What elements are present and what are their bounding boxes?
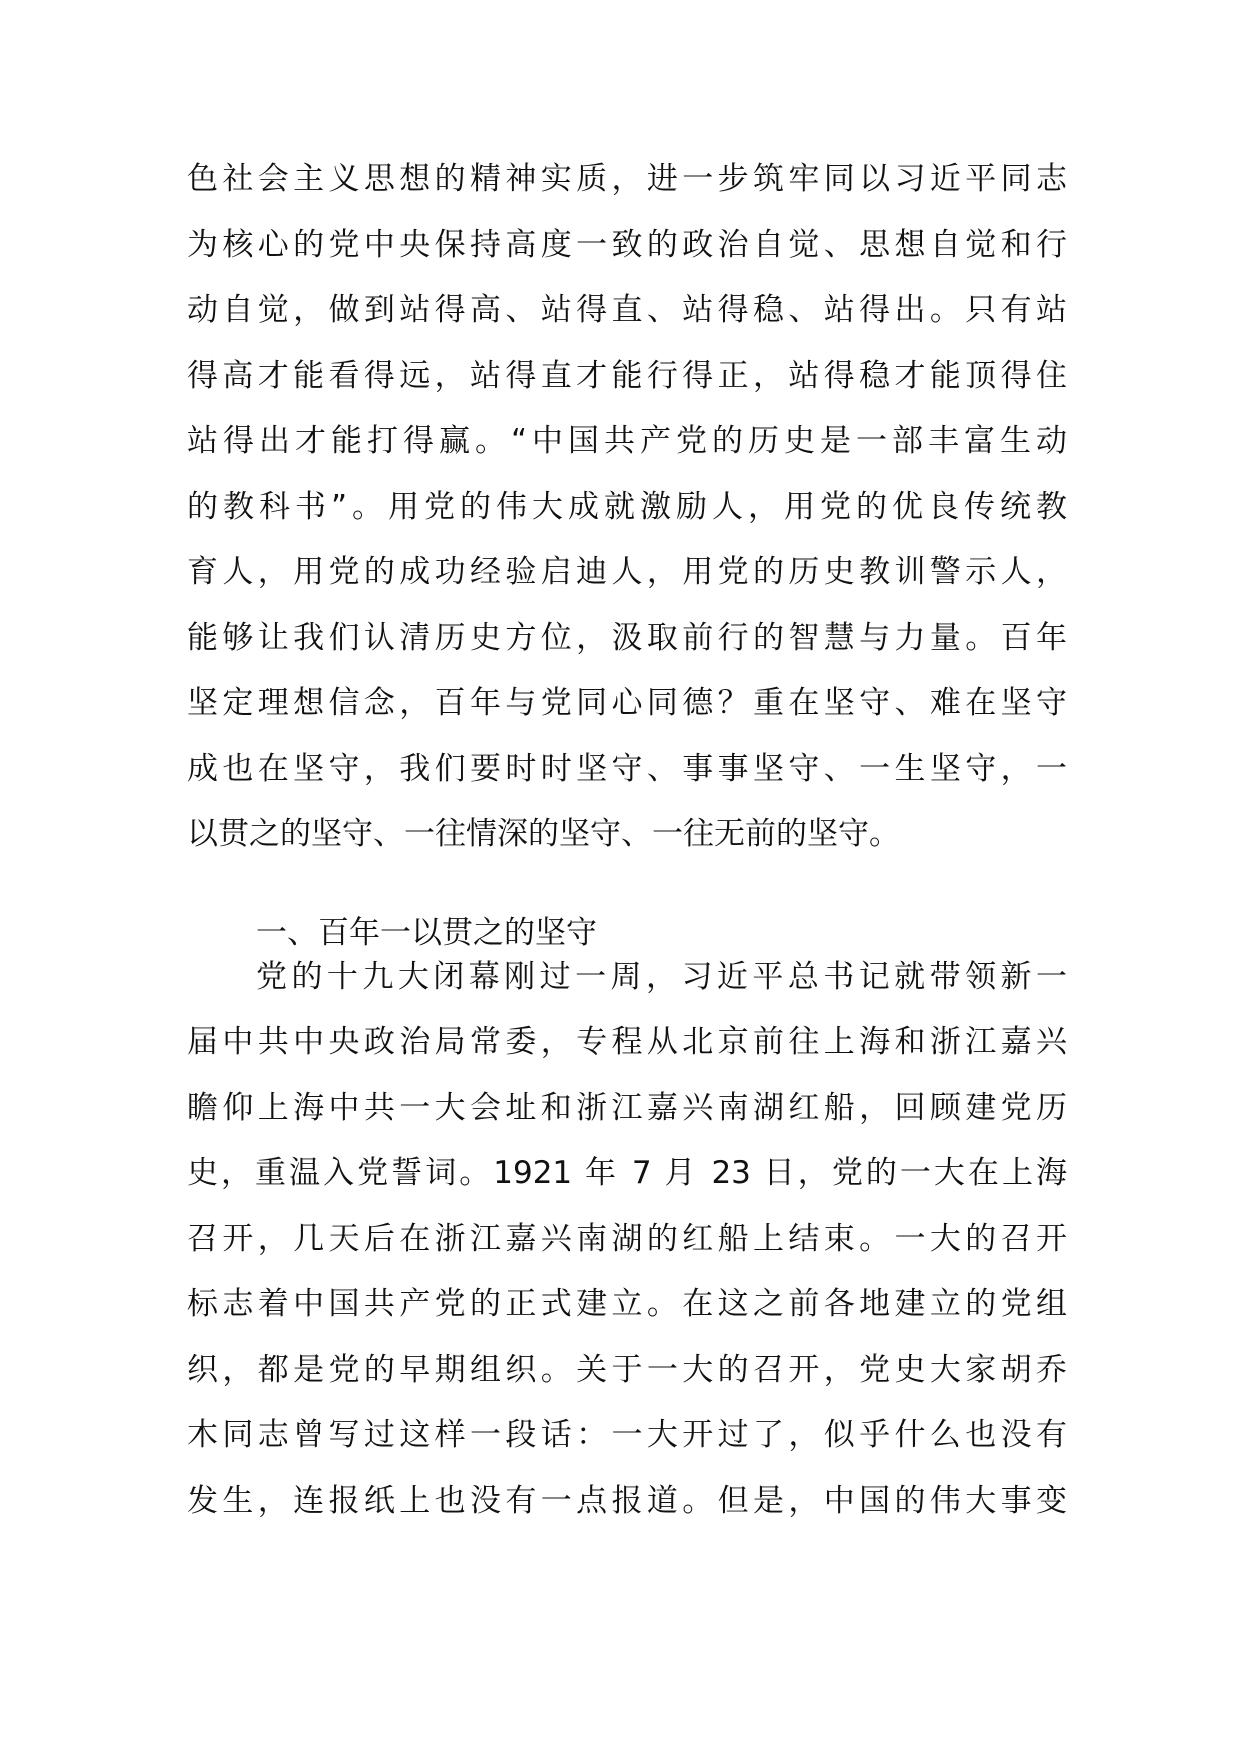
- paragraph-continued: [187, 147, 1067, 868]
- paragraph-line: 木同志曾写过这样一段话：一大开过了，似乎什么也没有: [187, 1417, 1067, 1453]
- paragraph-line: 届中共中央政治局常委，专程从北京前往上海和浙江嘉兴: [187, 1024, 1067, 1060]
- paragraph-line: 标志着中国共产党的正式建立。在这之前各地建立的党组: [187, 1286, 1067, 1322]
- paragraph-line: 史，重温入党誓词。1921 年 7 月 23 日，党的一大在上海: [187, 1155, 1067, 1191]
- paragraph-line: 站得出才能打得赢。“中国共产党的历史是一部丰富生动: [187, 423, 1067, 459]
- paragraph-line: 动自觉，做到站得高、站得直、站得稳、站得出。只有站: [187, 292, 1067, 328]
- paragraph-line: 召开，几天后在浙江嘉兴南湖的红船上结束。一大的召开: [187, 1220, 1067, 1257]
- paragraph-line: 以贯之的坚守、一往情深的坚守、一往无前的坚守。: [187, 816, 900, 852]
- paragraph-line: 能够让我们认清历史方位，汲取前行的智慧与力量。百年: [187, 619, 1067, 656]
- section-heading: 一、百年一以贯之的坚守: [256, 915, 597, 951]
- paragraph-line: 色社会主义思想的精神实质，进一步筑牢同以习近平同志: [187, 161, 1067, 197]
- paragraph-line: 得高才能看得远，站得直才能行得正，站得稳才能顶得住: [187, 357, 1067, 394]
- paragraph-history: [187, 879, 1067, 1534]
- paragraph-line: 党的十九大闭幕刚过一周，习近平总书记就带领新一: [256, 958, 1067, 995]
- paragraph-line: 发生，连报纸上也没有一点报道。但是，中国的伟大事变: [187, 1482, 1067, 1519]
- paragraph-line: 瞻仰上海中共一大会址和浙江嘉兴南湖红船，回顾建党历: [187, 1089, 1067, 1126]
- paragraph-line: 坚定理想信念，百年与党同心同德？重在坚守、难在坚守: [187, 685, 1067, 721]
- paragraph-line: 织，都是党的早期组织。关于一大的召开，党史大家胡乔: [187, 1351, 1067, 1388]
- paragraph-line: 为核心的党中央保持高度一致的政治自觉、思想自觉和行: [187, 226, 1067, 263]
- paragraph-line: 的教科书”。用党的伟大成就激励人，用党的优良传统教: [187, 488, 1067, 525]
- paragraph-line: 育人，用党的成功经验启迪人，用党的历史教训警示人，: [187, 554, 1067, 590]
- paragraph-line: 成也在坚守，我们要时时坚守、事事坚守、一生坚守，一: [187, 750, 1067, 787]
